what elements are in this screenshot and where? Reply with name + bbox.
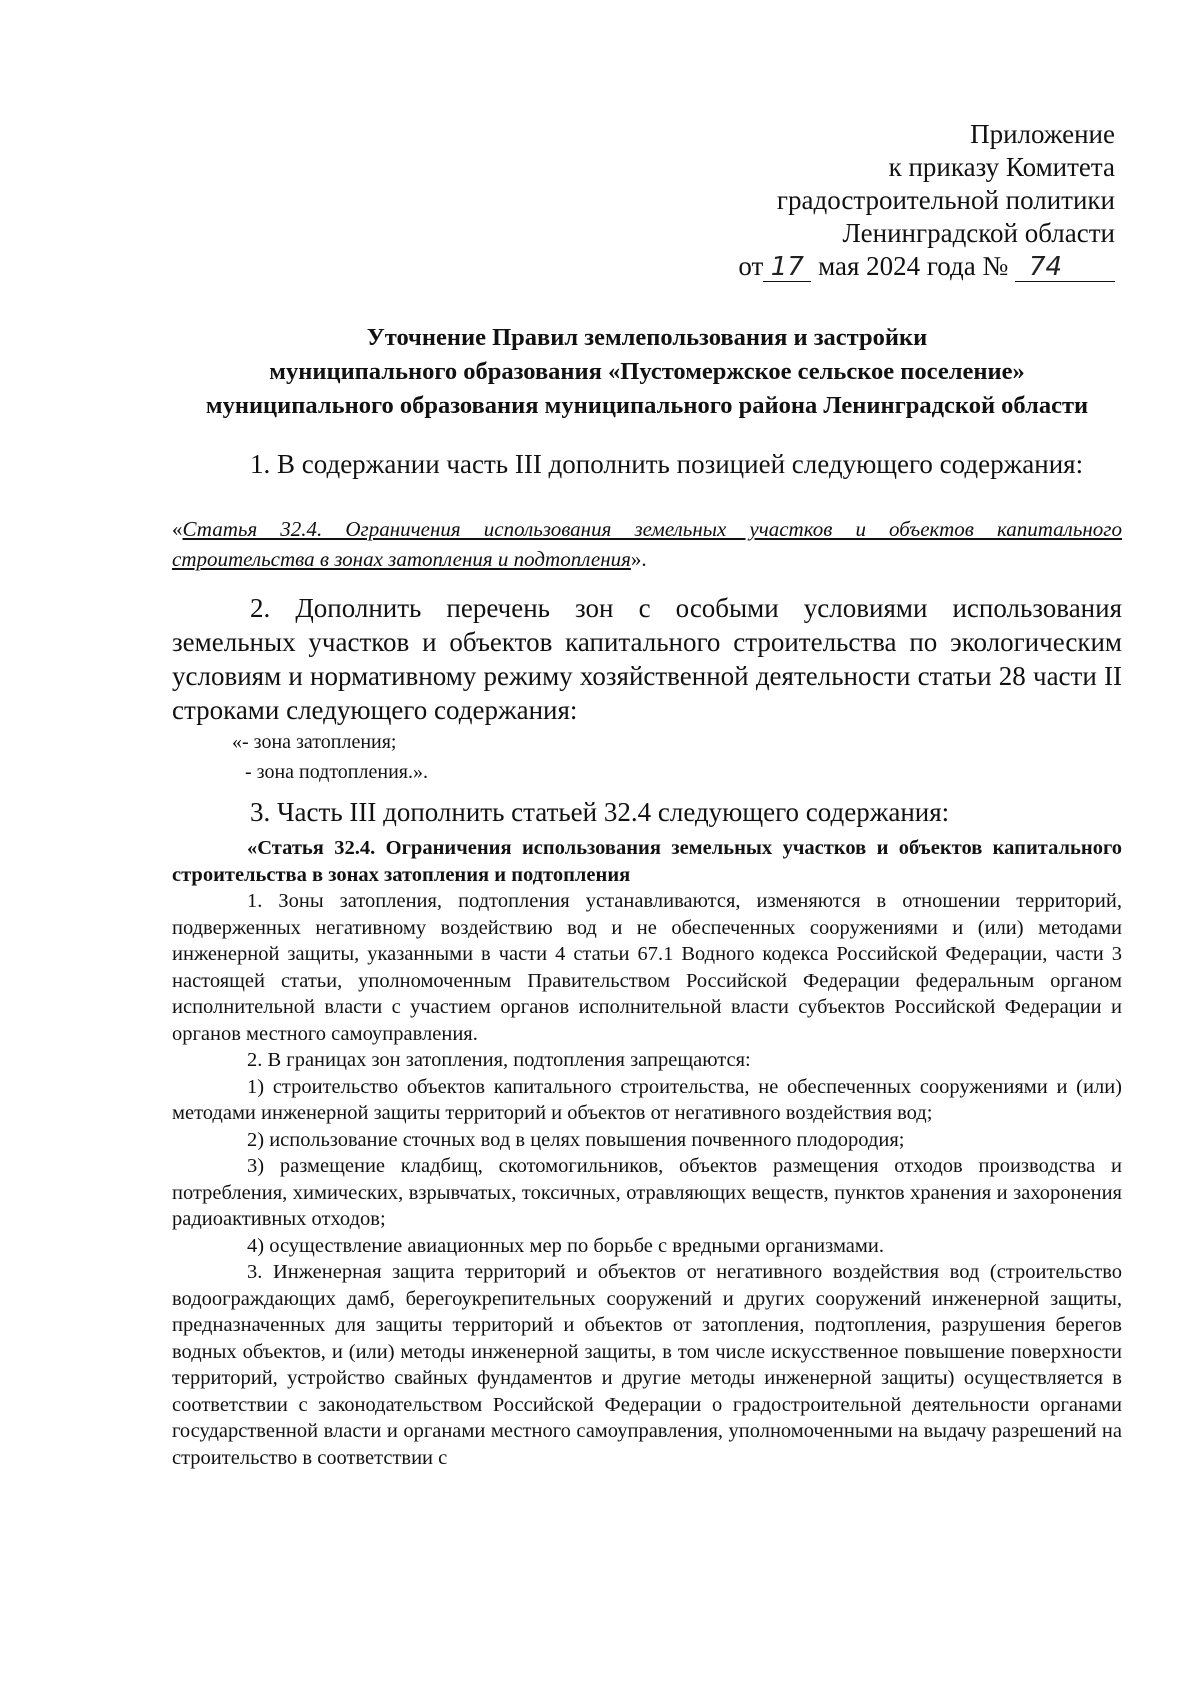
title-line-2: муниципального образования «Пустомержское сельское поселение» bbox=[269, 358, 1025, 385]
item-1-reference bbox=[172, 514, 1122, 574]
appendix-line-1: Приложение bbox=[970, 119, 1115, 149]
title-line-1: Уточнение Правил землепользования и застройки bbox=[366, 324, 928, 351]
document-title bbox=[172, 321, 1122, 423]
article-body bbox=[172, 835, 1122, 1471]
quote-close: ». bbox=[630, 547, 647, 571]
date-rest: мая 2024 года № bbox=[818, 251, 1009, 281]
zone-item-1: «- зона затопления; bbox=[232, 731, 397, 753]
order-number-handwritten: 74 bbox=[1015, 253, 1115, 282]
item-3-text: 3. Часть III дополнить статьей 32.4 следующего содержания: bbox=[250, 797, 950, 827]
article-paragraph-1: 1. Зоны затопления, подтопления устанавливаются, изменяются в отношении территорий, подверженных негативному воздействию вод и не обеспеченных сооружениями и (или) методами инженерной защиты, указанными в части 4 статьи 67.1 Водного кодекса Российской Федерации, части 3 настоящей статьи, уполномоченным Правительством Российской Федерации федеральным органом исполнительной власти с участием органов исполнительной власти субъектов Российской Федерации и органов местного самоуправления. bbox=[172, 890, 1122, 1045]
article-subitem-1: 1) строительство объектов капитального строительства, не обеспеченных сооружениями и (или) методами инженерной защиты территорий и объектов от негативного воздействия вод; bbox=[172, 1075, 1122, 1124]
title-line-3: муниципального образования муниципального района Ленинградской области bbox=[205, 392, 1089, 419]
article-subitem-2: 2) использование сточных вод в целях повышения почвенного плодородия; bbox=[247, 1128, 905, 1151]
item-2-text: 2. Дополнить перечень зон с особыми условиями использования земельных участков и объектов капитального строительства по экологическим условиям и нормативному режиму хозяйственной деятельности статьи 28 части II строками следующего содержания: bbox=[172, 593, 1122, 725]
date-day-handwritten: 17 bbox=[763, 253, 811, 282]
article-subitem-3: 3) размещение кладбищ, скотомогильников, объектов размещения отходов производства и потребления, химических, взрывчатых, токсичных, отравляющих веществ, пунктов хранения и захоронения радиоактивных отходов; bbox=[172, 1155, 1122, 1230]
appendix-date-line bbox=[738, 250, 1115, 283]
appendix-line-4: Ленинградской области bbox=[842, 218, 1115, 248]
article-reference-link[interactable]: Статья 32.4. Ограничения использования земельных участков и объектов капитального строительства в зонах затопления и подтопления bbox=[172, 517, 1122, 571]
appendix-line-2: к приказу Комитета bbox=[888, 152, 1115, 182]
appendix-line-3: градостроительной политики bbox=[776, 185, 1115, 215]
appendix-block bbox=[738, 118, 1115, 283]
item-1-text: 1. В содержании часть III дополнить позицией следующего содержания: bbox=[250, 449, 1084, 479]
article-paragraph-2: 2. В границах зон затопления, подтопления запрещаются: bbox=[247, 1049, 751, 1071]
quote-open: « bbox=[172, 517, 183, 541]
zone-item-2: - зона подтопления.». bbox=[245, 761, 428, 783]
article-paragraph-3: 3. Инженерная защита территорий и объектов от негативного воздействия вод (строительство водоограждающих дамб, берегоукрепительных сооружений и других сооружений инженерной защиты, предназначенных для защиты территорий и объектов от затопления, подтопления, разрушения берегов водных объектов, и (или) методы инженерной защиты, в том числе искусственное повышение поверхности территорий, устройство свайных фундаментов и другие методы инженерной защиты) осуществляется в соответствии с законодательством Российской Федерации о градостроительной деятельности органами государственной власти и органами местного самоуправления, уполномоченными на выдачу разрешений на строительство в соответствии с bbox=[172, 1261, 1122, 1469]
date-prefix: от bbox=[738, 251, 764, 281]
article-subitem-4: 4) осуществление авиационных мер по борьбе с вредными организмами. bbox=[247, 1234, 884, 1257]
article-heading: «Статья 32.4. Ограничения использования земельных участков и объектов капитального строительства в зонах затопления и подтопления bbox=[172, 837, 1122, 886]
